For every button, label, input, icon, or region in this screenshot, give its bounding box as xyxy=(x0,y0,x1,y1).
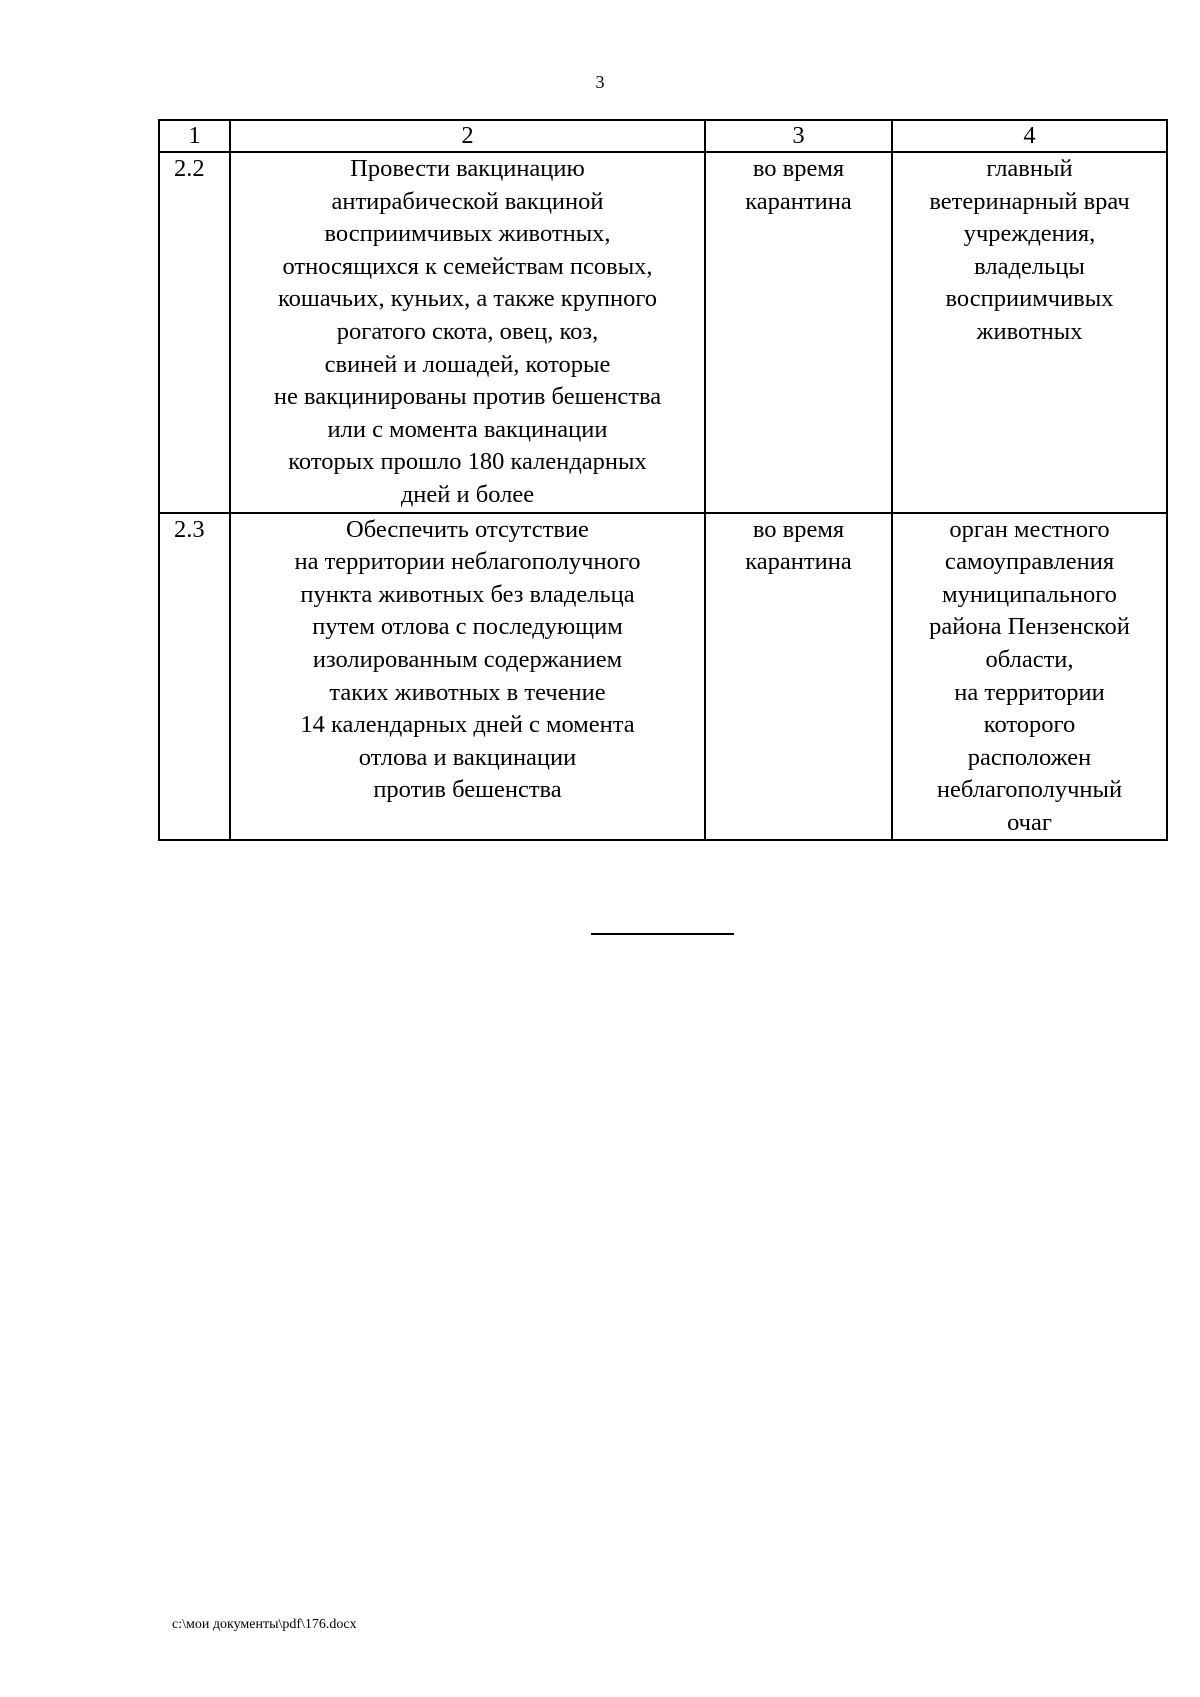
row-action: Обеспечить отсутствие на территории неблагополучного пункта животных без владельца путем отлова с последующим изолированным содержанием таких животных в течение 14 календарных дней с момента отлова и вакцинации против бешенства xyxy=(230,513,705,841)
table-row xyxy=(159,152,1167,513)
row-number: 2.3 xyxy=(159,513,230,841)
row-term: во время карантина xyxy=(705,152,892,513)
row-action: Провести вакцинацию антирабической вакциной восприимчивых животных, относящихся к семействам псовых, кошачьих, куньих, а также крупного рогатого скота, овец, коз, свиней и лошадей, которые не вакцинированы против бешенства или с момента вакцинации которых прошло 180 календарных дней и более xyxy=(230,152,705,513)
table-row xyxy=(159,513,1167,841)
row-responsible: главный ветеринарный врач учреждения, владельцы восприимчивых животных xyxy=(892,152,1167,513)
page-number: 3 xyxy=(595,72,605,92)
row-term: во время карантина xyxy=(705,513,892,841)
header-cell-4: 4 xyxy=(892,120,1167,152)
row-number: 2.2 xyxy=(159,152,230,513)
row-responsible: орган местного самоуправления муниципального района Пензенской области, на территории которого расположен неблагополучный очаг xyxy=(892,513,1167,841)
header-cell-3: 3 xyxy=(705,120,892,152)
header-cell-1: 1 xyxy=(159,120,230,152)
header-cell-2: 2 xyxy=(230,120,705,152)
footer-file-path: c:\мои документы\pdf\176.docx xyxy=(172,1617,357,1632)
measures-table xyxy=(158,119,1168,841)
end-of-document-line xyxy=(591,933,734,935)
table-header-row xyxy=(159,120,1167,152)
